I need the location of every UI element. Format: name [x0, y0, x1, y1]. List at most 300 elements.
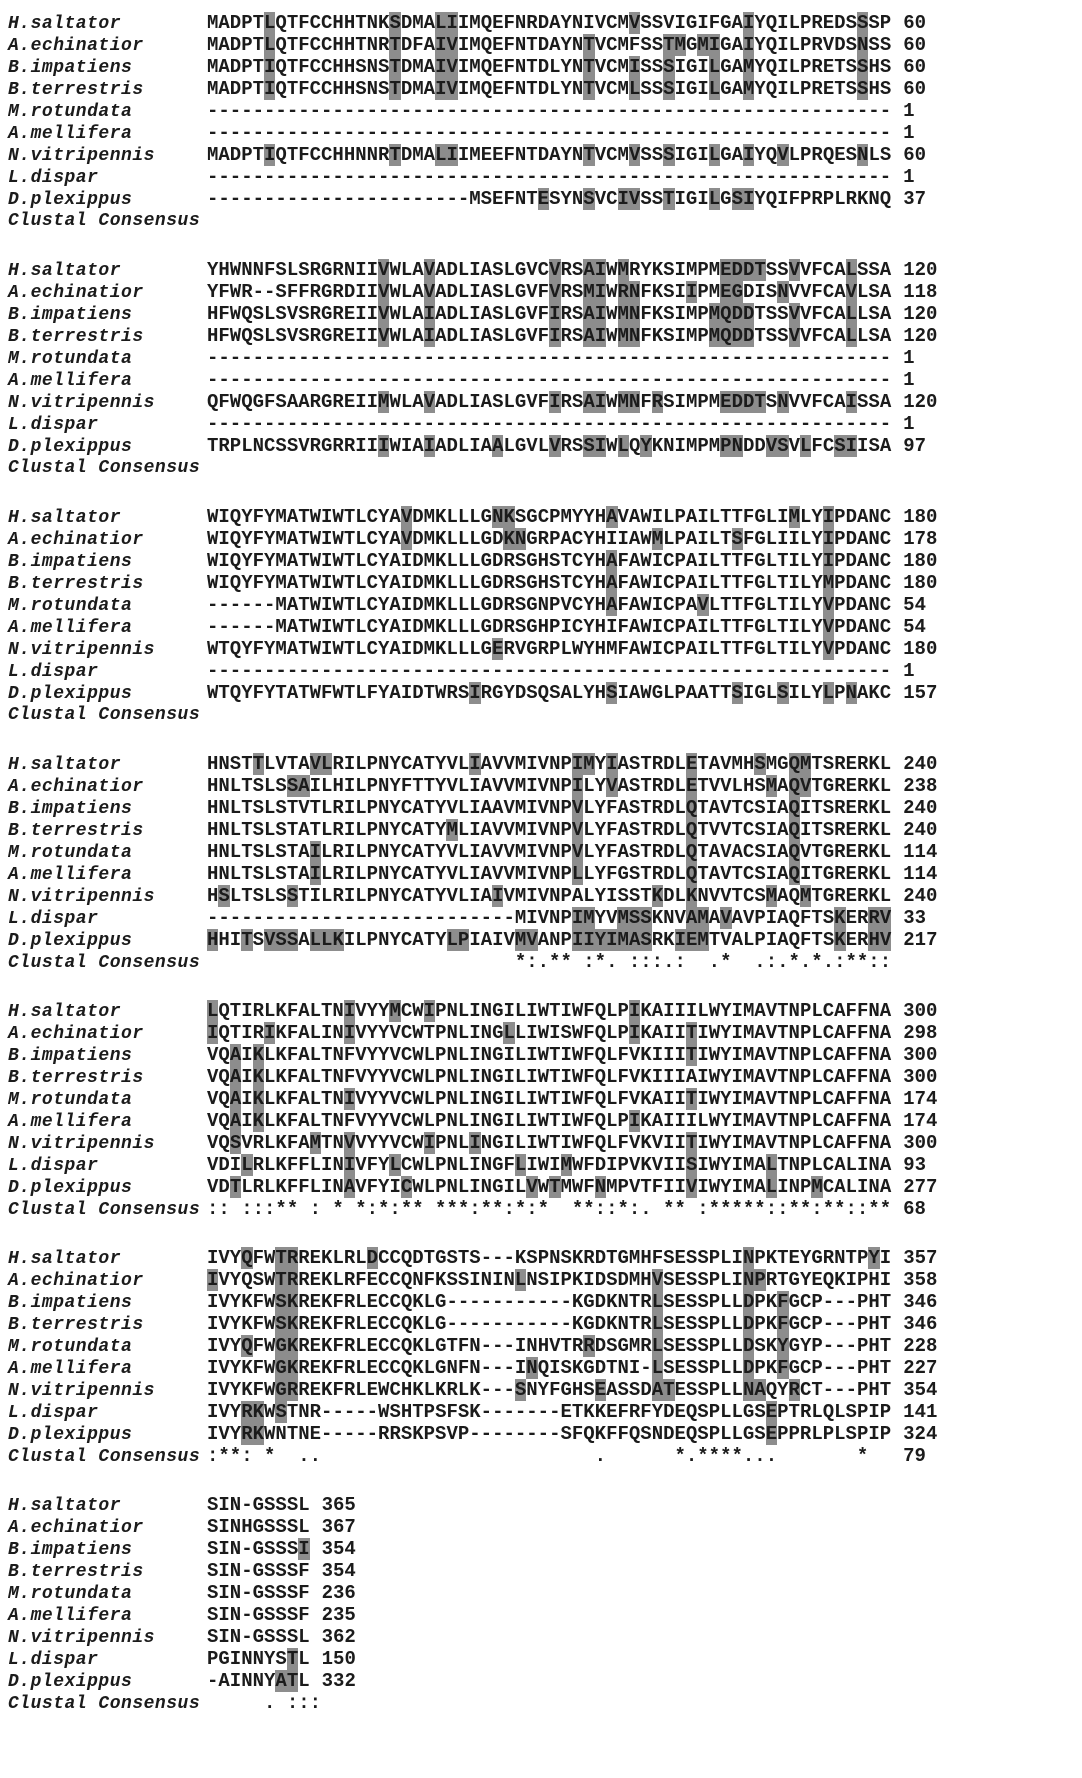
- position-number: 60: [903, 56, 927, 78]
- shaded-residue: V: [526, 1176, 538, 1198]
- species-label: L.dispar: [8, 168, 99, 188]
- position-number: 354: [903, 1379, 938, 1401]
- alignment-row: [0, 1110, 1082, 1132]
- shaded-residue: M: [378, 391, 390, 413]
- shaded-residue: GK: [275, 1357, 299, 1379]
- species-label: M.rotundata: [8, 102, 133, 122]
- shaded-residue: L: [617, 435, 629, 457]
- shaded-residue: EG: [720, 281, 743, 303]
- alignment-row: [0, 34, 1082, 56]
- species-label: D.plexippus: [8, 1178, 133, 1198]
- shaded-residue: TR: [275, 1269, 299, 1291]
- position-number: 236: [321, 1582, 356, 1604]
- alignment-row: [0, 616, 1082, 638]
- position-number: 1: [903, 413, 915, 435]
- position-number: 93: [903, 1154, 927, 1176]
- sequence-text: -----------------------MSEFNTESYNSVCIVSSTIGILGSIYQIFPRPLRKNQ: [207, 188, 892, 210]
- position-number: 324: [903, 1423, 938, 1445]
- shaded-residue: T: [389, 78, 401, 100]
- shaded-residue: T: [583, 78, 595, 100]
- shaded-residue: RV: [868, 907, 892, 929]
- position-number: 118: [903, 281, 938, 303]
- shaded-residue: I: [492, 885, 504, 907]
- shaded-residue: NK: [492, 506, 515, 528]
- shaded-residue: N: [777, 281, 789, 303]
- shaded-residue: S: [685, 1154, 698, 1176]
- alignment-row: [0, 1154, 1082, 1176]
- species-label: Clustal Consensus: [8, 211, 201, 231]
- alignment-row: [0, 100, 1082, 122]
- shaded-residue: SA: [286, 775, 310, 797]
- sequence-text: WTQYFYTATWFWTLFYAIDTWRSIRGYDSQSALYHSIAWGLPAATTSIGLSILYLPNAKC: [207, 682, 892, 704]
- sequence-text: ------------------------------------------------------------: [207, 100, 892, 122]
- shaded-residue: S: [777, 682, 789, 704]
- shaded-residue: VSS: [264, 929, 299, 951]
- sequence-text: PGINNYSTL: [207, 1648, 310, 1670]
- shaded-residue: T: [583, 34, 595, 56]
- alignment-row: [0, 1582, 1082, 1604]
- shaded-residue: T: [583, 56, 595, 78]
- shaded-residue: T: [241, 929, 253, 951]
- position-number: 1: [903, 100, 915, 122]
- shaded-residue: L: [765, 1176, 778, 1198]
- shaded-residue: Q: [241, 1247, 253, 1269]
- alignment-row: [0, 1088, 1082, 1110]
- shaded-residue: V: [685, 1176, 698, 1198]
- alignment-row: [0, 391, 1082, 413]
- shaded-residue: LI: [435, 144, 458, 166]
- species-label: B.impatiens: [8, 1293, 133, 1313]
- shaded-residue: T: [252, 753, 265, 775]
- alignment-block: [0, 753, 1082, 973]
- species-label: Clustal Consensus: [8, 458, 201, 478]
- shaded-residue: Q: [788, 819, 800, 841]
- sequence-text: SIN-GSSSL: [207, 1494, 310, 1516]
- alignment-row: [0, 259, 1082, 281]
- sequence-text: WIQYFYMATWIWTLCYAIDMKLLLGDRSGHSTCYHAFAWICPAILTTFGLTILYIPDANC: [207, 550, 892, 572]
- shaded-residue: E: [685, 753, 698, 775]
- shaded-residue: V: [423, 391, 436, 413]
- shaded-residue: L: [651, 1291, 664, 1313]
- shaded-residue: HV: [868, 929, 892, 951]
- shaded-residue: MN: [617, 303, 641, 325]
- shaded-residue: IV: [435, 78, 458, 100]
- alignment-row: [0, 1401, 1082, 1423]
- shaded-residue: MN: [617, 325, 641, 347]
- species-label: A.echinatior: [8, 1024, 144, 1044]
- shaded-residue: A: [606, 506, 618, 528]
- shaded-residue: I: [549, 303, 561, 325]
- position-number: 141: [903, 1401, 938, 1423]
- shaded-residue: Y: [640, 435, 652, 457]
- species-label: N.vitripennis: [8, 640, 155, 660]
- species-label: L.dispar: [8, 662, 99, 682]
- shaded-residue: T: [685, 1044, 698, 1066]
- shaded-residue: I: [298, 1538, 310, 1560]
- alignment-row: [0, 369, 1082, 391]
- species-label: D.plexippus: [8, 684, 133, 704]
- shaded-residue: Q: [685, 863, 698, 885]
- alignment-row: [0, 281, 1082, 303]
- shaded-residue: K: [685, 885, 698, 907]
- alignment-row: [0, 775, 1082, 797]
- position-number: 1: [903, 660, 915, 682]
- shaded-residue: TR: [275, 1247, 299, 1269]
- position-number: 277: [903, 1176, 938, 1198]
- shaded-residue: T: [549, 1176, 561, 1198]
- species-label: D.plexippus: [8, 1425, 133, 1445]
- position-number: 180: [903, 550, 938, 572]
- alignment-row: [0, 144, 1082, 166]
- alignment-row: [0, 325, 1082, 347]
- position-number: 174: [903, 1110, 938, 1132]
- shaded-residue: E: [765, 1423, 778, 1445]
- species-label: A.echinatior: [8, 1271, 144, 1291]
- shaded-residue: I: [742, 12, 755, 34]
- sequence-text: WIQYFYMATWIWTLCYAVDMKLLLGDKNGRPACYHIIAWMLPAILTSFGLIILYIPDANC: [207, 528, 892, 550]
- shaded-residue: L: [628, 78, 641, 100]
- position-number: 54: [903, 594, 926, 616]
- shaded-residue: L: [514, 1269, 527, 1291]
- position-number: 362: [321, 1626, 356, 1648]
- sequence-text: ------MATWIWTLCYAIDMKLLLGDRSGHPICYHIFAWICPAILTTFGLTILYVPDANC: [207, 616, 892, 638]
- position-number: 228: [903, 1335, 938, 1357]
- alignment-row: [0, 1198, 1082, 1220]
- species-label: N.vitripennis: [8, 1381, 155, 1401]
- species-label: A.mellifera: [8, 1112, 133, 1132]
- alignment-block: [0, 1000, 1082, 1220]
- alignment-row: [0, 435, 1082, 457]
- shaded-residue: V: [777, 144, 789, 166]
- shaded-residue: K: [252, 1088, 265, 1110]
- species-label: H.saltator: [8, 261, 122, 281]
- shaded-residue: LI: [435, 12, 458, 34]
- shaded-residue: IV: [435, 34, 458, 56]
- alignment-row: [0, 210, 1082, 232]
- shaded-residue: I: [343, 1022, 356, 1044]
- alignment-row: [0, 1538, 1082, 1560]
- shaded-residue: L: [845, 259, 857, 281]
- shaded-residue: V: [378, 259, 390, 281]
- shaded-residue: Q: [788, 797, 800, 819]
- shaded-residue: S: [663, 78, 675, 100]
- sequence-text: ------------------------------------------------------------: [207, 660, 892, 682]
- shaded-residue: V: [697, 594, 709, 616]
- shaded-residue: R: [788, 1379, 800, 1401]
- shaded-residue: T: [286, 1648, 299, 1670]
- species-label: Clustal Consensus: [8, 953, 201, 973]
- shaded-residue: S: [218, 885, 230, 907]
- sequence-text: SIN-GSSSI: [207, 1538, 310, 1560]
- shaded-residue: E: [765, 1401, 778, 1423]
- shaded-residue: R: [651, 391, 664, 413]
- shaded-residue: A: [492, 435, 504, 457]
- shaded-residue: AM: [685, 907, 709, 929]
- alignment-row: [0, 1516, 1082, 1538]
- species-label: L.dispar: [8, 1156, 99, 1176]
- shaded-residue: AT: [651, 1379, 675, 1401]
- shaded-residue: NP: [742, 1269, 766, 1291]
- position-number: 68: [903, 1198, 926, 1220]
- shaded-residue: S: [663, 144, 675, 166]
- position-number: 60: [903, 78, 927, 100]
- position-number: 238: [903, 775, 938, 797]
- shaded-residue: K: [834, 929, 846, 951]
- alignment-row: [0, 1313, 1082, 1335]
- species-label: H.saltator: [8, 508, 122, 528]
- shaded-residue: S: [389, 12, 401, 34]
- shaded-residue: V: [720, 907, 732, 929]
- species-label: B.impatiens: [8, 799, 133, 819]
- shaded-residue: Q: [241, 1335, 253, 1357]
- shaded-residue: VS: [765, 435, 789, 457]
- sequence-text: HSLTSLSSTILRILPNYCATYVLIAIVMIVNPALYISSTKDLKNVVTCSMAQMTGRERKL: [207, 885, 892, 907]
- position-number: 33: [903, 907, 927, 929]
- shaded-residue: V: [788, 325, 800, 347]
- shaded-residue: I: [264, 144, 276, 166]
- sequence-text: ---------------------------MIVNPIMYVMSSKNVAMAVAVPIAQFTSKERRV: [207, 907, 892, 929]
- species-label: A.echinatior: [8, 530, 144, 550]
- shaded-residue: M: [822, 572, 835, 594]
- alignment-block: [0, 1247, 1082, 1467]
- shaded-residue: L: [708, 78, 721, 100]
- shaded-residue: S: [731, 528, 743, 550]
- shaded-residue: I: [743, 144, 755, 166]
- alignment-row: [0, 704, 1082, 726]
- shaded-residue: L: [708, 56, 721, 78]
- shaded-residue: I: [423, 1000, 436, 1022]
- shaded-residue: IIYIMAS: [571, 929, 652, 951]
- shaded-residue: V: [788, 259, 800, 281]
- sequence-text: ------------------------------------------------------------: [207, 166, 892, 188]
- sequence-text: HNLTSLSTAILRILPNYCATYVLIAVVMIVNPLLYFGSTRDLQTAVTCSIAQITGRERKL: [207, 863, 892, 885]
- shaded-residue: I: [822, 550, 835, 572]
- shaded-residue: Y: [868, 1247, 880, 1269]
- alignment-row: [0, 12, 1082, 34]
- shaded-residue: E: [537, 188, 550, 210]
- shaded-residue: A: [229, 1088, 242, 1110]
- shaded-residue: A: [229, 1110, 242, 1132]
- alignment-row: [0, 1291, 1082, 1313]
- position-number: 298: [903, 1022, 938, 1044]
- shaded-residue: V: [571, 841, 584, 863]
- species-label: B.terrestris: [8, 80, 144, 100]
- species-label: B.terrestris: [8, 821, 144, 841]
- shaded-residue: LLK: [309, 929, 344, 951]
- shaded-residue: T: [389, 56, 401, 78]
- shaded-residue: L: [241, 1154, 253, 1176]
- species-label: L.dispar: [8, 1403, 99, 1423]
- shaded-residue: V: [822, 594, 835, 616]
- species-label: A.echinatior: [8, 1518, 144, 1538]
- alignment-row: [0, 594, 1082, 616]
- shaded-residue: V: [423, 281, 436, 303]
- sequence-text: SIN-GSSSF: [207, 1560, 310, 1582]
- shaded-residue: K: [651, 885, 664, 907]
- alignment-row: [0, 1000, 1082, 1022]
- position-number: 332: [321, 1670, 356, 1692]
- shaded-residue: S: [229, 1132, 242, 1154]
- shaded-residue: RN: [617, 281, 641, 303]
- shaded-residue: F: [777, 1357, 789, 1379]
- species-label: A.mellifera: [8, 1606, 133, 1626]
- shaded-residue: M: [560, 1154, 572, 1176]
- alignment-row: [0, 188, 1082, 210]
- sequence-text: VDILRLKFFLINIVFYLCWLPNLINGFLIWIMWFDIPVKVIISIWYIMALTNPLCALINA: [207, 1154, 892, 1176]
- sequence-text: SIN-GSSSF: [207, 1582, 310, 1604]
- alignment-row: [0, 457, 1082, 479]
- shaded-residue: I: [685, 281, 698, 303]
- sequence-text: IVYKFWGKREKFRLECCQKLGNFN---INQISKGDTNI-LSESSPLLDPKFGCP---PHT: [207, 1357, 892, 1379]
- shaded-residue: D: [366, 1247, 379, 1269]
- alignment-row: [0, 303, 1082, 325]
- sequence-text: IVYQFWGKREKFRLECCQKLGTFN---INHVTRRDSGMRLSESSPLLDSKYGYP---PHT: [207, 1335, 892, 1357]
- alignment-row: [0, 1066, 1082, 1088]
- shaded-residue: A: [229, 1066, 242, 1088]
- position-number: 178: [903, 528, 938, 550]
- shaded-residue: PN: [720, 435, 743, 457]
- shaded-residue: I: [264, 1022, 276, 1044]
- shaded-residue: RK: [241, 1401, 265, 1423]
- species-label: L.dispar: [8, 415, 99, 435]
- shaded-residue: T: [685, 1088, 698, 1110]
- alignment-row: [0, 1379, 1082, 1401]
- alignment-block: [0, 506, 1082, 726]
- species-label: A.mellifera: [8, 1359, 133, 1379]
- alignment-row: [0, 506, 1082, 528]
- sequence-text: SINHGSSSL: [207, 1516, 310, 1538]
- shaded-residue: S: [286, 885, 299, 907]
- shaded-residue: V: [628, 12, 641, 34]
- species-label: A.mellifera: [8, 371, 133, 391]
- position-number: 60: [903, 12, 927, 34]
- species-label: N.vitripennis: [8, 1134, 155, 1154]
- sequence-text: VDTLRLKFFLINAVFYICWLPNLINGILVWTMWFNMPVTFIIVIWYIMALINPMCALINA: [207, 1176, 892, 1198]
- sequence-text: HNLTSLSTATLRILPNYCATYMLIAVVMIVNPVLYFASTRDLQTVVTCSIAQITSRERKL: [207, 819, 892, 841]
- shaded-residue: N: [742, 1247, 755, 1269]
- position-number: 240: [903, 797, 938, 819]
- species-label: M.rotundata: [8, 1090, 133, 1110]
- shaded-residue: IM: [571, 907, 595, 929]
- shaded-residue: N: [526, 1357, 538, 1379]
- species-label: N.vitripennis: [8, 146, 155, 166]
- species-label: M.rotundata: [8, 1337, 133, 1357]
- shaded-residue: L: [389, 1154, 401, 1176]
- alignment-row: [0, 1626, 1082, 1648]
- species-label: A.echinatior: [8, 36, 144, 56]
- shaded-residue: M: [743, 78, 755, 100]
- species-label: N.vitripennis: [8, 1628, 155, 1648]
- species-label: D.plexippus: [8, 437, 133, 457]
- shaded-residue: I: [309, 863, 322, 885]
- shaded-residue: QM: [788, 753, 812, 775]
- alignment-row: [0, 753, 1082, 775]
- shaded-residue: N: [845, 682, 857, 704]
- shaded-residue: I: [571, 775, 584, 797]
- sequence-text: IQTIRIKFALINIVYYVCWTPNLINGLLIWISWFQLPIKAIITIWYIMAVTNPLCAFFNA: [207, 1022, 892, 1044]
- sequence-text: VQAIKLKFALTNFVYYVCWLPNLINGILIWTIWFQLPIKAIIILWYIMAVTNPLCAFFNA: [207, 1110, 892, 1132]
- sequence-text: HNSTTLVTAVLRILPNYCATYVLIAVVMIVNPIMYIASTRDLETAVMHSMGQMTSRERKL: [207, 753, 892, 775]
- position-number: 300: [903, 1066, 938, 1088]
- shaded-residue: L: [264, 12, 276, 34]
- shaded-residue: T: [685, 1022, 698, 1044]
- position-number: 346: [903, 1313, 938, 1335]
- shaded-residue: L: [845, 303, 858, 325]
- position-number: 300: [903, 1000, 938, 1022]
- species-label: B.impatiens: [8, 1540, 133, 1560]
- position-number: 300: [903, 1132, 938, 1154]
- position-number: 79: [903, 1445, 926, 1467]
- shaded-residue: MQDD: [708, 325, 755, 347]
- alignment-row: [0, 1357, 1082, 1379]
- shaded-residue: I: [469, 682, 481, 704]
- species-label: B.terrestris: [8, 1315, 144, 1335]
- shaded-residue: M: [799, 885, 812, 907]
- shaded-residue: Y: [777, 1335, 789, 1357]
- species-label: D.plexippus: [8, 1672, 133, 1692]
- sequence-text: IVYKFWSKREKFRLECCQKLG-----------KGDKNTRLSESSPLLDPKFGCP---PHT: [207, 1291, 892, 1313]
- sequence-text: VQSVRLKFAMTNVVYYVCWIPNLINGILIWTIWFQLFVKVIITIWYIMAVTNPLCAFFNA: [207, 1132, 892, 1154]
- sequence-text: MADPTLQTFCCHHTNRTDFAIVIMQEFNTDAYNTVCMFSSTMGMIGAIYQILPRVDSNSS: [207, 34, 892, 56]
- alignment-row: [0, 1247, 1082, 1269]
- species-label: L.dispar: [8, 1650, 99, 1670]
- species-label: A.mellifera: [8, 124, 133, 144]
- shaded-residue: AT: [275, 1670, 299, 1692]
- shaded-residue: E: [594, 1379, 607, 1401]
- shaded-residue: V: [400, 506, 413, 528]
- position-number: 120: [903, 259, 938, 281]
- sequence-text: TRPLNCSSVRGRRIIIWIAIADLIAALGVLVRSSIWLQYKNIMPMPNDDVSVLFCSIISA: [207, 435, 892, 457]
- shaded-residue: L: [822, 682, 835, 704]
- shaded-residue: M: [446, 819, 458, 841]
- shaded-residue: S: [583, 188, 595, 210]
- species-label: A.echinatior: [8, 283, 144, 303]
- position-number: 114: [903, 863, 938, 885]
- species-label: B.impatiens: [8, 58, 133, 78]
- position-number: 60: [903, 34, 927, 56]
- sequence-text: QFWQGFSAARGREIIMWLAVADLIASLGVFIRSAIWMNFRSIMPMEDDTSNVVFCAISSA: [207, 391, 892, 413]
- shaded-residue: AI: [583, 259, 607, 281]
- shaded-residue: V: [788, 303, 800, 325]
- alignment-row: [0, 1132, 1082, 1154]
- position-number: 180: [903, 572, 938, 594]
- shaded-residue: D: [742, 1291, 755, 1313]
- sequence-text: MADPTIQTFCCHHNNRTDMALIIMEEFNTDAYNTVCMVSSSIGILGAIYQVLPRQESNLS: [207, 144, 892, 166]
- sequence-text: HNLTSLSTAILRILPNYCATYVLIAVVMIVNPVLYFASTRDLQTAVACSIAQVTGRERKL: [207, 841, 892, 863]
- shaded-residue: S: [856, 12, 869, 34]
- sequence-text: HFWQSLSVSRGREIIVWLAIADLIASLGVFIRSAIWMNFKSIMPMQDDTSSVVFCALLSA: [207, 325, 892, 347]
- shaded-residue: M: [765, 775, 778, 797]
- sequence-text: MADPTIQTFCCHHSNSTDMAIVIMQEFNTDLYNTVCMISSSIGILGAMYQILPRETSSHS: [207, 56, 892, 78]
- position-number: 120: [903, 325, 938, 347]
- position-number: 240: [903, 885, 938, 907]
- shaded-residue: EDDT: [720, 259, 766, 281]
- sequence-text: WTQYFYMATWIWTLCYAIDMKLLLGERVGRPLWYHMFAWICPAILTTFGLTILYVPDANC: [207, 638, 892, 660]
- shaded-residue: V: [400, 528, 413, 550]
- shaded-residue: AI: [583, 391, 607, 413]
- position-number: 60: [903, 144, 927, 166]
- shaded-residue: A: [606, 572, 618, 594]
- alignment-row: [0, 1648, 1082, 1670]
- alignment-row: [0, 1269, 1082, 1291]
- shaded-residue: L: [264, 34, 276, 56]
- shaded-residue: T: [229, 1176, 242, 1198]
- shaded-residue: L: [651, 1313, 664, 1335]
- shaded-residue: MQDD: [708, 303, 755, 325]
- sequence-text: ------------------------------------------------------------: [207, 369, 892, 391]
- shaded-residue: S: [606, 682, 618, 704]
- sequence-text: HFWQSLSVSRGREIIVWLAIADLIASLGVFIRSAIWMNFKSIMPMQDDTSSVVFCALLSA: [207, 303, 892, 325]
